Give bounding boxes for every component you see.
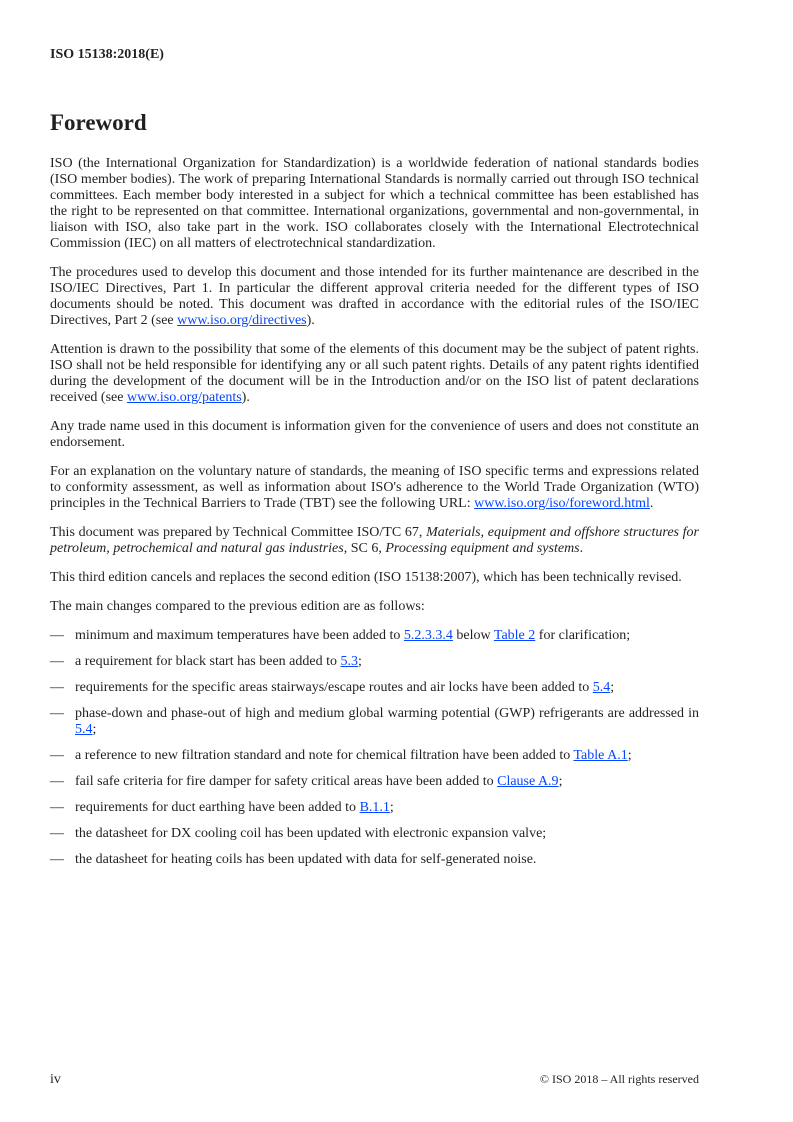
list-item-text bbox=[75, 826, 699, 842]
paragraph bbox=[50, 419, 699, 451]
hyperlink[interactable]: 5.2.3.3.4 bbox=[403, 628, 453, 643]
paragraph bbox=[50, 570, 699, 586]
dash-bullet: — bbox=[50, 826, 64, 841]
dash-bullet: — bbox=[50, 654, 64, 669]
list-item bbox=[50, 748, 699, 764]
text-run: the datasheet for DX cooling coil has been updated with electronic expansion valve; bbox=[75, 826, 547, 841]
text-run: . bbox=[579, 541, 584, 556]
list-item bbox=[50, 852, 699, 868]
changes-list bbox=[50, 628, 699, 868]
hyperlink[interactable]: Clause A.9 bbox=[497, 774, 559, 789]
hyperlink[interactable]: Table A.1 bbox=[573, 748, 628, 763]
paragraph bbox=[50, 464, 699, 512]
list-item bbox=[50, 680, 699, 696]
list-item bbox=[50, 654, 699, 670]
list-item-text bbox=[75, 852, 699, 868]
list-item-text bbox=[75, 748, 699, 764]
text-run: ; bbox=[389, 800, 394, 815]
foreword-body bbox=[50, 156, 699, 878]
text-run: a reference to new filtration standard and note for chemical filtration have been added to bbox=[75, 748, 574, 763]
list-item-text bbox=[75, 654, 699, 670]
text-run: ; bbox=[627, 748, 632, 763]
hyperlink[interactable]: www.iso.org/patents bbox=[126, 390, 242, 405]
text-run: Attention is drawn to the possibility that some of the elements of this document may be the subject of patent rights. ISO shall not be held responsible for identifying any or all such patent rights. Details of any patent rights identified during the development of the document will be in the Introduction and/or on the ISO list of patent declarations received (see bbox=[50, 342, 699, 405]
list-item-text bbox=[75, 800, 699, 816]
document-id-header: ISO 15138:2018(E) bbox=[50, 47, 164, 62]
paragraph bbox=[50, 525, 699, 557]
page-number: iv bbox=[50, 1072, 61, 1087]
paragraph bbox=[50, 599, 699, 615]
text-run: ; bbox=[558, 774, 563, 789]
text-run: ; bbox=[92, 722, 97, 737]
paragraph bbox=[50, 265, 699, 329]
hyperlink[interactable]: B.1.1 bbox=[359, 800, 390, 815]
list-item bbox=[50, 774, 699, 790]
text-run: For an explanation on the voluntary nature of standards, the meaning of ISO specific terms and expressions related to conformity assessment, as well as information about ISO's adherence to the World Trade Organization (WTO) principles in the Technical Barriers to Trade (TBT) see the following URL: bbox=[50, 464, 699, 511]
paragraph bbox=[50, 342, 699, 406]
dash-bullet: — bbox=[50, 680, 64, 695]
list-item-text bbox=[75, 628, 699, 644]
text-run: the datasheet for heating coils has been updated with data for self-generated noise. bbox=[75, 852, 537, 867]
list-item-text bbox=[75, 680, 699, 696]
text-run: requirements for duct earthing have been added to bbox=[75, 800, 360, 815]
hyperlink[interactable]: www.iso.org/iso/foreword.html bbox=[474, 496, 650, 511]
text-run: ; bbox=[358, 654, 362, 669]
text-run: ). bbox=[241, 390, 250, 405]
dash-bullet: — bbox=[50, 800, 64, 815]
text-run: ). bbox=[306, 313, 315, 328]
paragraph bbox=[50, 156, 699, 252]
page-title: Foreword bbox=[50, 110, 147, 135]
list-item bbox=[50, 706, 699, 738]
text-run: Any trade name used in this document is information given for the convenience of users and does not constitute an endorsement. bbox=[50, 419, 699, 450]
hyperlink[interactable]: www.iso.org/directives bbox=[177, 313, 307, 328]
text-run: fail safe criteria for fire damper for safety critical areas have been added to bbox=[75, 774, 498, 789]
hyperlink[interactable]: 5.3 bbox=[340, 654, 359, 669]
hyperlink[interactable]: 5.4 bbox=[592, 680, 611, 695]
text-run: This third edition cancels and replaces the second edition (ISO 15138:2007), which has been technically revised. bbox=[50, 570, 682, 585]
list-item-text bbox=[75, 774, 699, 790]
list-item-text bbox=[75, 706, 699, 738]
text-run: a requirement for black start has been added to bbox=[75, 654, 341, 669]
text-run: ISO (the International Organization for Standardization) is a worldwide federation of national standards bodies (ISO member bodies). The work of preparing International Standards is normally carried out through ISO technical committees. Each member body interested in a subject for which a technical committee has been established has the right to be represented on that committee. International organizations, governmental and non-governmental, in liaison with ISO, also take part in the work. ISO collaborates closely with the International Electrotechnical Commission (IEC) on all matters of electrotechnical standardization. bbox=[50, 156, 699, 251]
text-run: This document was prepared by Technical Committee ISO/TC 67, bbox=[50, 525, 427, 540]
dash-bullet: — bbox=[50, 628, 64, 643]
text-run: for clarification; bbox=[535, 628, 631, 643]
list-item bbox=[50, 826, 699, 842]
copyright-notice: © ISO 2018 – All rights reserved bbox=[539, 1072, 699, 1086]
dash-bullet: — bbox=[50, 852, 64, 867]
text-run: The main changes compared to the previous edition are as follows: bbox=[50, 599, 425, 614]
dash-bullet: — bbox=[50, 706, 64, 721]
paragraphs bbox=[50, 156, 699, 615]
list-item bbox=[50, 800, 699, 816]
page-footer bbox=[50, 1072, 699, 1088]
dash-bullet: — bbox=[50, 774, 64, 789]
hyperlink[interactable]: 5.4 bbox=[75, 722, 93, 737]
text-run: requirements for the specific areas stairways/escape routes and air locks have been added to bbox=[75, 680, 593, 695]
text-run: ; bbox=[610, 680, 615, 695]
text-run: , SC 6, bbox=[343, 541, 386, 556]
dash-bullet: — bbox=[50, 748, 64, 763]
text-run: The procedures used to develop this document and those intended for its further maintenance are described in the ISO/IEC Directives, Part 1. In particular the different approval criteria needed for the different types of ISO documents should be noted. This document was drafted in accordance with the editorial rules of the ISO/IEC Directives, Part 2 (see bbox=[50, 265, 699, 328]
text-run: . bbox=[649, 496, 654, 511]
text-run: below bbox=[452, 628, 494, 643]
list-item bbox=[50, 628, 699, 644]
italic-text: Materials, equipment and offshore structures for petroleum, petrochemical and natural gas industries bbox=[50, 525, 700, 556]
italic-text: Processing equipment and systems bbox=[385, 541, 580, 556]
text-run: phase-down and phase-out of high and medium global warming potential (GWP) refrigerants are addressed in bbox=[75, 706, 699, 721]
hyperlink[interactable]: Table 2 bbox=[493, 628, 536, 643]
text-run: minimum and maximum temperatures have been added to bbox=[75, 628, 404, 643]
